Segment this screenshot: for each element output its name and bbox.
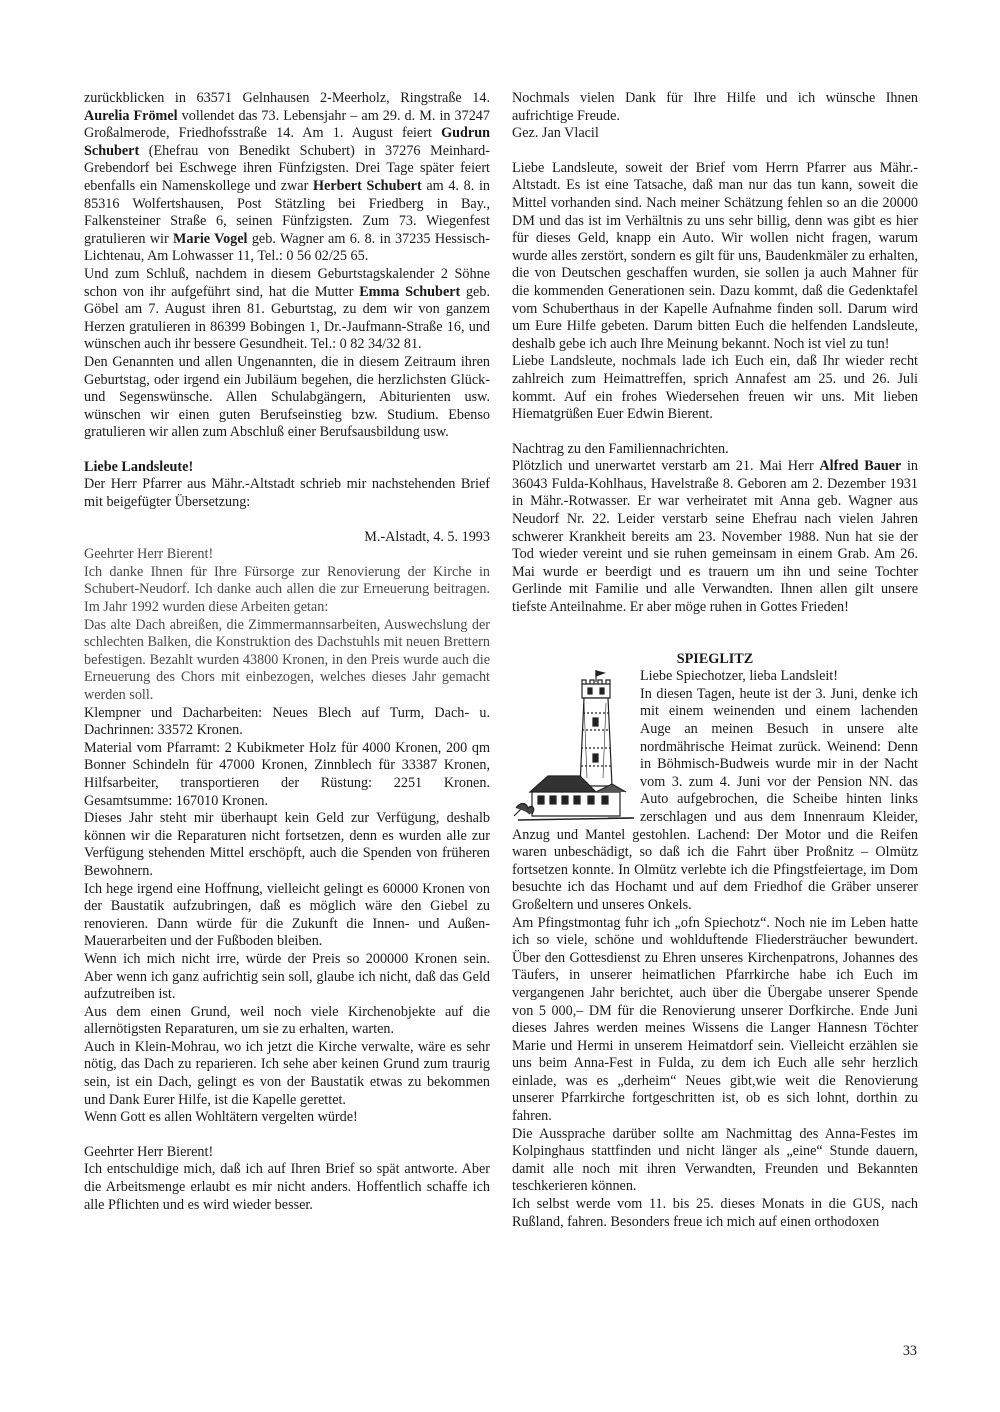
letter-paragraph: Wenn ich mich nicht irre, würde der Preis so 200000 Kronen sein. Aber wenn ich ganz aufrichtig sein soll, glaube ich nicht, daß das Geld aufzutreiben ist. — [84, 950, 490, 1003]
text-run: am 4. 8. in 85316 Wolfertshausen, Post Stätzling bei Friedberg in Bay., Falkensteiner Straße 6, seinen Fünfzigsten. Zum 73. Wiegenfest gratulieren wir — [84, 177, 490, 247]
letter-paragraph: Material vom Pfarramt: 2 Kubikmeter Holz für 4000 Kronen, 200 qm Bonner Schindeln für 47000 Kronen, Zinnblech für 33387 Kronen, Hilfsarbeiter, transportieren der Rüstung: 2251 Kronen. Gesamtsumme: 167010 Kronen. — [84, 739, 490, 809]
article-paragraph: Die Aussprache darüber sollte am Nachmittag des Anna-Festes im Kolpinghaus stattfinden und nicht länger als „eine“ Stunde dauern, damit alle noch mit ihren Verwandten, Freunden und Bekannten teschkerieren können. — [512, 1125, 918, 1195]
letter-paragraph: Ich hege irgend eine Hoffnung, vielleicht gelingt es 60000 Kronen von der Baustatik aufzubringen, daß es möglich wäre den Giebel zu renovieren. Dann würde für die Zukunft die Innen- und Außen-Mauerarbeiten und der Fußboden bleiben. — [84, 880, 490, 950]
text-run: in 36043 Fulda-Kohlhaus, Havelstraße 8. Geboren am 2. Dezember 1931 in Mähr.-Rotwasser. Er war verheiratet mit Anna geb. Wagner aus Neudorf Nr. 22. Leider verstarb seine Ehefrau nach vielen Jahren schwerer Krankheit bereits am 23. November 1988. Nun hat sie der Tod wieder vereint und sie ruhen gemeinsam in einem Grab. Am 26. Mai wurde er beerdigt und es trauern um ihn und seine Tochter Gerlinde mit Familie und alle Verwandten. Ihnen allen gilt unsere tiefste Anteilnahme. Er aber möge ruhen in Gottes Frieden! — [512, 458, 919, 616]
letter-paragraph: Aus dem einen Grund, weil noch viele Kirchenobjekte auf die allernötigsten Reparaturen, um sie zu erhalten, warten. — [84, 1003, 490, 1038]
article-paragraph: Am Pfingstmontag fuhr ich „ofn Spiechotz“. Noch nie im Leben hatte ich so viele, schöne und wohlduftende Fliedersträucher bewundert. Über den Gottesdienst zu Ehren unseres Kirchenpatrons, Johannes des Täufers, in unserer heimatlichen Pfarrkirche habe ich Euch im vergangenen Jahr berichtet, auch über die Übergabe unserer Spende von 5 000,– DM für die Renovierung unserer Dorfkirche. Ende Juni dieses Jahres werden meines Wissens die Langer Hannesn Töchter Marie und Hermi in unserem Heimatdorf sein. Vielleicht erzählen sie uns beim Anna-Fest in Fulda, zu dem ich Euch alle sehr herzlich einlade, was es „derheim“ Neues gibt,wie weit die Renovierung unserer Pfarrkirche fortgeschritten ist, ob es sich lohnt, dorthin zu fahren. — [512, 914, 918, 1125]
person-name: Herbert Schubert — [312, 177, 422, 194]
greetings-paragraph: Den Genannten und allen Ungenannten, die in diesem Zeitraum ihren Geburtstag, oder irgend ein Jubiläum begehen, die herzlichsten Glück- und Segenswünsche. Allen Schulabgängern, Abiturienten usw. wünschen wir einen guten Berufseinstieg bzw. Studium. Ebenso gratulieren wir allen zum Abschluß einer Berufsausbildung usw. — [84, 353, 490, 441]
section-title: SPIEGLITZ — [676, 650, 754, 667]
text-run: (Ehefrau von Benedikt Schubert) in 37276 Meinhard-Grebendorf bei Eschwege ihren Fünfzigsten. Drei Tage später feiert ebenfalls ein Namenskollege und zwar — [84, 142, 490, 194]
tower-illustration — [508, 668, 634, 826]
person-name: Aurelia Frömel — [84, 107, 178, 124]
letter-salutation: Geehrter Herr Bierent! — [84, 546, 214, 563]
text-run: Plötzlich und unerwartet verstarb am 21. Mai Herr — [512, 458, 820, 475]
letter-paragraph: Ich danke Ihnen für Ihre Fürsorge zur Renovierung der Kirche in Schubert-Neudorf. Ich danke auch allen die zur Erneuerung beitragen. Im Jahr 1992 wurden diese Arbeiten getan: — [84, 563, 490, 616]
left-column — [84, 90, 490, 1214]
article-paragraph: In diesen Tagen, heute ist der 3. Juni, denke ich mit einem weinenden und einem lachenden Auge an meinen Besuch in unsere alte nordmährische Heimat zurück. Weinend: Denn in Böhmisch-Budweis wurde mir in der Nacht vom 3. zum 4. Juni vor der Pension NN. das Auto aufgebrochen, die Scheibe hinten links zerschlagen und aus dem Innenraum Kleider, Anzug und Mantel gestohlen. Lachend: Der Motor und die Reifen waren unbeschädigt, so daß ich die Fahrt über Proßnitz – Olmütz fortsetzen konnte. In Olmütz verlebte ich die Pfingstfeiertage, im Dom besuchte ich das Hochamt und auf dem Friedhof die Gräber unserer Großeltern und unseres Onkels. — [512, 685, 918, 913]
article-paragraph: Ich selbst werde vom 11. bis 25. dieses Monats in die GUS, nach Rußland, fahren. Besonders freue ich mich auf einen orthodoxen — [512, 1196, 918, 1230]
letter-paragraph: Auch in Klein-Mohrau, wo ich jetzt die Kirche verwalte, wäre es sehr nötig, das Dach zu reparieren. Ich sehe aber keinen Grund zum traurig sein, ist ein Dach, gelingt es von der Baustatik etwas zu bekommen und Dank Eurer Hilfe, ist die Kapelle gerettet. — [84, 1038, 490, 1108]
birthday-paragraph-2 — [84, 266, 490, 354]
person-name: Gudrun Schubert — [84, 125, 490, 159]
text-run: Und zum Schluß, nachdem in diesem Geburtstagskalender 2 Söhne schon von ihr aufgeführt sind, hat die Mutter — [84, 265, 490, 300]
text-run: zurückblicken in 63571 Gelnhausen 2-Meerholz, Ringstraße 14. — [84, 90, 490, 106]
letter-date: M.-Alstadt, 4. 5. 1993 — [364, 528, 490, 545]
letter-paragraph: Dieses Jahr steht mir überhaupt kein Geld zur Verfügung, deshalb können wir die Reparaturen nicht fortsetzen, denn es wurden alle zur Verfügung stehenden Mittel erschöpft, auch die Spenden von früheren Bewohnern. — [84, 810, 490, 879]
letter-closing: Nochmals vielen Dank für Ihre Hilfe und ich wünsche Ihnen aufrichtige Freude. — [512, 90, 918, 124]
letter-signature: Gez. Jan Vlacil — [512, 125, 599, 142]
text-run: geb. Göbel am 7. August ihren 81. Geburtstag, zu dem wir von ganzem Herzen gratulieren in 86399 Bobingen 1, Dr.-Jaufmann-Straße 16, und wünschen auch ihr bessere Gesundheit. Tel.: 0 82 34/32 81. — [84, 283, 490, 353]
article-paragraph: Liebe Landsleute, nochmals lade ich Euch ein, daß Ihr wieder recht zahlreich zum Heimattreffen, sprich Annafest am 25. und 26. Juli kommt. Auf ein frohes Wiedersehen freuen wir uns. Mit lieben Hiematgrüßen Euer Edwin Bierent. — [512, 353, 918, 423]
section-heading: Liebe Landsleute! — [84, 458, 194, 475]
text-run: vollendet das 73. Lebensjahr – am 29. d. M. in 37247 Großalmerode, Friedhofsstraße 14. Am 1. August feiert — [84, 107, 490, 142]
obituary-paragraph — [512, 458, 918, 616]
intro-paragraph: Der Herr Pfarrer aus Mähr.-Altstadt schrieb mir nachstehenden Brief mit beigefügter Übersetzung: — [84, 476, 490, 511]
family-news-heading: Nachtrag zu den Familiennachrichten. — [512, 440, 729, 457]
letter-paragraph: Ich entschuldige mich, daß ich auf Ihren Brief so spät antworte. Aber die Arbeitsmenge erlaubt es mir nicht anders. Hoffentlich schaffe ich alle Pflichten und es wird wieder besser. — [84, 1161, 490, 1213]
person-name: Emma Schubert — [359, 283, 461, 300]
letter-paragraph: Das alte Dach abreißen, die Zimmermannsarbeiten, Auswechslung der schlechten Balken, die Konstruktion des Dachstuhls mit neuen Brettern befestigen. Bezahlt wurden 43800 Kronen, in den Preis wurde auch die Erneuerung des Chors mit einbezogen, welches dieses Jahr gemacht werden soll. — [84, 616, 490, 703]
birthday-paragraph-1 — [84, 90, 490, 266]
letter-paragraph: Klempner und Dacharbeiten: Neues Blech auf Turm, Dach- u. Dachrinnen: 33572 Kronen. — [84, 704, 490, 739]
greeting-line: Liebe Spiechotzer, lieba Landsleit! — [640, 668, 838, 685]
article-paragraph: Liebe Landsleute, soweit der Brief vom Herrn Pfarrer aus Mähr.-Altstadt. Es ist eine Tatsache, daß man nur das tun kann, soweit die Mittel vorhanden sind. Nach meiner Schätzung fehlen so an die 20000 DM und das ist im Verhältnis zu uns sehr billig, denn was gibt es hier für dieses Geld, knapp ein Auto. Wir wollen nicht fragen, warum wurde alles zerstört, sondern es gilt für uns, Baudenkmäler zu erhalten, die von Deutschen geschaffen wurden, sie sollen ja auch Mahner für die kommenden Generationen sein. Dazu kommt, daß die Gedenktafel vom Schuberthaus in der Kapelle Aufnahme finden soll. Darum wird um Eure Hilfe gebeten. Darum bitten Euch die helfenden Landsleute, deshalb gebe ich auch Ihre Meinung bekannt. Noch ist viel zu tun! — [512, 159, 918, 352]
page-number: 33 — [902, 1343, 917, 1359]
person-name: Alfred Bauer — [819, 458, 902, 475]
letter-salutation: Geehrter Herr Bierent! — [84, 1143, 214, 1160]
text-run: geb. Wagner am 6. 8. in 37235 Hessisch-Lichtenau, Am Lohwasser 11, Tel.: 0 56 02/25 65. — [84, 230, 490, 265]
person-name: Marie Vogel — [173, 230, 248, 247]
right-column — [512, 90, 918, 1231]
letter-paragraph: Wenn Gott es allen Wohltätern vergelten würde! — [84, 1109, 358, 1126]
